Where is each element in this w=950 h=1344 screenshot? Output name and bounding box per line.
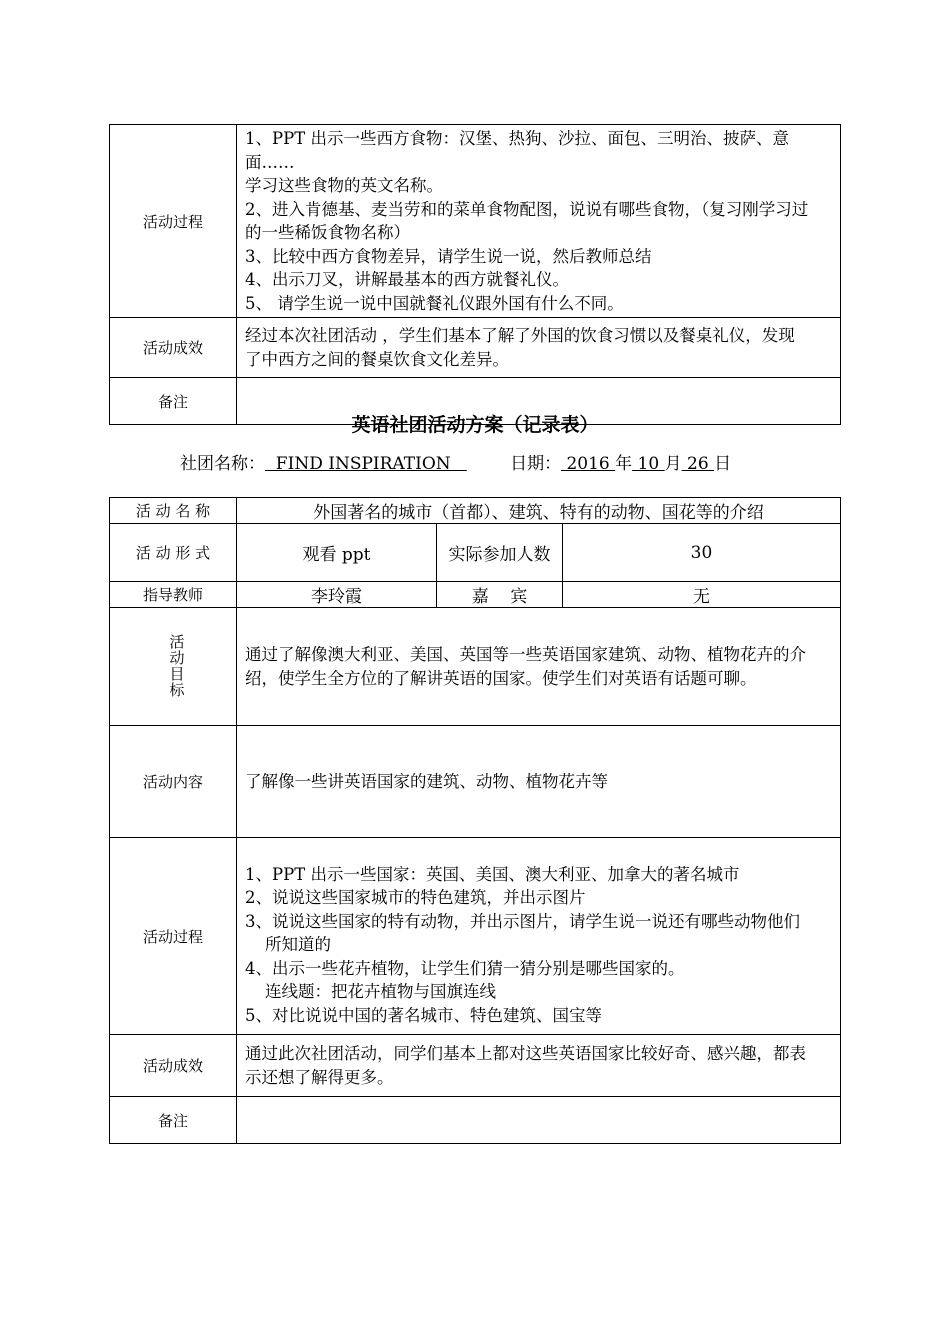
day-unit: 日 bbox=[714, 454, 732, 474]
previous-activity-table bbox=[109, 124, 841, 425]
date-month: 10 bbox=[632, 454, 665, 474]
date-day: 26 bbox=[681, 454, 715, 474]
club-name-label: 社团名称： bbox=[180, 454, 265, 474]
result-content bbox=[237, 1035, 841, 1097]
attendance-value: 30 bbox=[563, 524, 841, 582]
activity-record-table bbox=[109, 497, 841, 1144]
remark-content bbox=[237, 1097, 841, 1144]
goal-line: 绍，使学生全方位的了解讲英语的国家。使学生们对英语有话题可聊。 bbox=[245, 668, 757, 688]
club-meta-line bbox=[180, 449, 731, 474]
result-label: 活动成效 bbox=[110, 1035, 237, 1097]
remark-label: 备注 bbox=[110, 378, 237, 425]
process-line: 3、说说这些国家的特有动物，并出示图片，请学生说一说还有哪些动物他们 bbox=[245, 911, 800, 931]
activity-form-value: 观看 ppt bbox=[237, 524, 437, 582]
attendance-label: 实际参加人数 bbox=[437, 524, 563, 582]
process-content bbox=[237, 125, 841, 318]
result-content bbox=[237, 318, 841, 378]
goal-label bbox=[110, 608, 237, 726]
content-label: 活动内容 bbox=[110, 726, 237, 838]
activity-name-label: 活 动 名 称 bbox=[110, 498, 237, 524]
goal-content bbox=[237, 608, 841, 726]
club-name-value: FIND INSPIRATION bbox=[265, 454, 467, 474]
guest-value: 无 bbox=[563, 582, 841, 608]
result-line: 示还想了解得更多。 bbox=[245, 1067, 394, 1087]
process-line: 4、出示一些花卉植物，让学生们猜一猜分别是哪些国家的。 bbox=[245, 958, 685, 978]
activity-form-label: 活 动 形 式 bbox=[110, 524, 237, 582]
goal-label-vertical: 活 动 目 标 bbox=[169, 633, 185, 699]
teacher-value: 李玲霞 bbox=[237, 582, 437, 608]
process-line: 的一些稀饭食物名称） bbox=[245, 223, 410, 242]
activity-name-value: 外国著名的城市（首都）、建筑、特有的动物、国花等的介绍 bbox=[237, 498, 841, 524]
document-title: 英语社团活动方案（记录表） bbox=[351, 414, 599, 436]
content-value: 了解像一些讲英语国家的建筑、动物、植物花卉等 bbox=[237, 726, 841, 838]
year-unit: 年 bbox=[615, 454, 633, 474]
remark-label: 备注 bbox=[110, 1097, 237, 1144]
process-line: 4、出示刀叉，讲解最基本的西方就餐礼仪。 bbox=[245, 270, 569, 289]
teacher-label: 指导教师 bbox=[110, 582, 237, 608]
process-line: 学习这些食物的英文名称。 bbox=[245, 176, 443, 195]
process-label: 活动过程 bbox=[110, 838, 237, 1035]
process-line: 连线题：把花卉植物与国旗连线 bbox=[265, 982, 496, 1002]
result-line: 通过此次社团活动，同学们基本上都对这些英语国家比较好奇、感兴趣，都表 bbox=[245, 1044, 806, 1063]
result-line: 经过本次社团活动 ，学生们基本了解了外国的饮食习惯以及餐桌礼仪，发现 bbox=[245, 326, 795, 345]
month-unit: 月 bbox=[664, 454, 682, 474]
process-line: 5、对比说说中国的著名城市、特色建筑、国宝等 bbox=[245, 1005, 602, 1025]
date-year: 2016 bbox=[561, 454, 616, 474]
process-label: 活动过程 bbox=[110, 125, 237, 318]
process-line: 2、说说这些国家城市的特色建筑，并出示图片 bbox=[245, 888, 586, 908]
process-content bbox=[237, 838, 841, 1035]
process-line: 1、PPT 出示一些国家：英国、美国、澳大利亚、加拿大的著名城市 bbox=[245, 864, 740, 884]
goal-line: 通过了解像澳大利亚、美国、英国等一些英语国家建筑、动物、植物花卉的介 bbox=[245, 645, 806, 664]
process-line: 2、进入肯德基、麦当劳和的菜单食物配图，说说有哪些食物，（复习刚学习过 bbox=[245, 199, 809, 219]
guest-label: 嘉 宾 bbox=[437, 582, 563, 608]
process-line: 3、比较中西方食物差异，请学生说一说，然后教师总结 bbox=[245, 246, 652, 266]
result-label: 活动成效 bbox=[110, 318, 237, 378]
process-line: 所知道的 bbox=[265, 935, 331, 955]
result-line: 了中西方之间的餐桌饮食文化差异。 bbox=[245, 349, 509, 369]
date-label: 日期： bbox=[510, 454, 562, 474]
process-line: 1、PPT 出示一些西方食物：汉堡、热狗、沙拉、面包、三明治、披萨、意面…… bbox=[245, 129, 789, 172]
process-line: 5、 请学生说一说中国就餐礼仪跟外国有什么不同。 bbox=[245, 293, 624, 313]
